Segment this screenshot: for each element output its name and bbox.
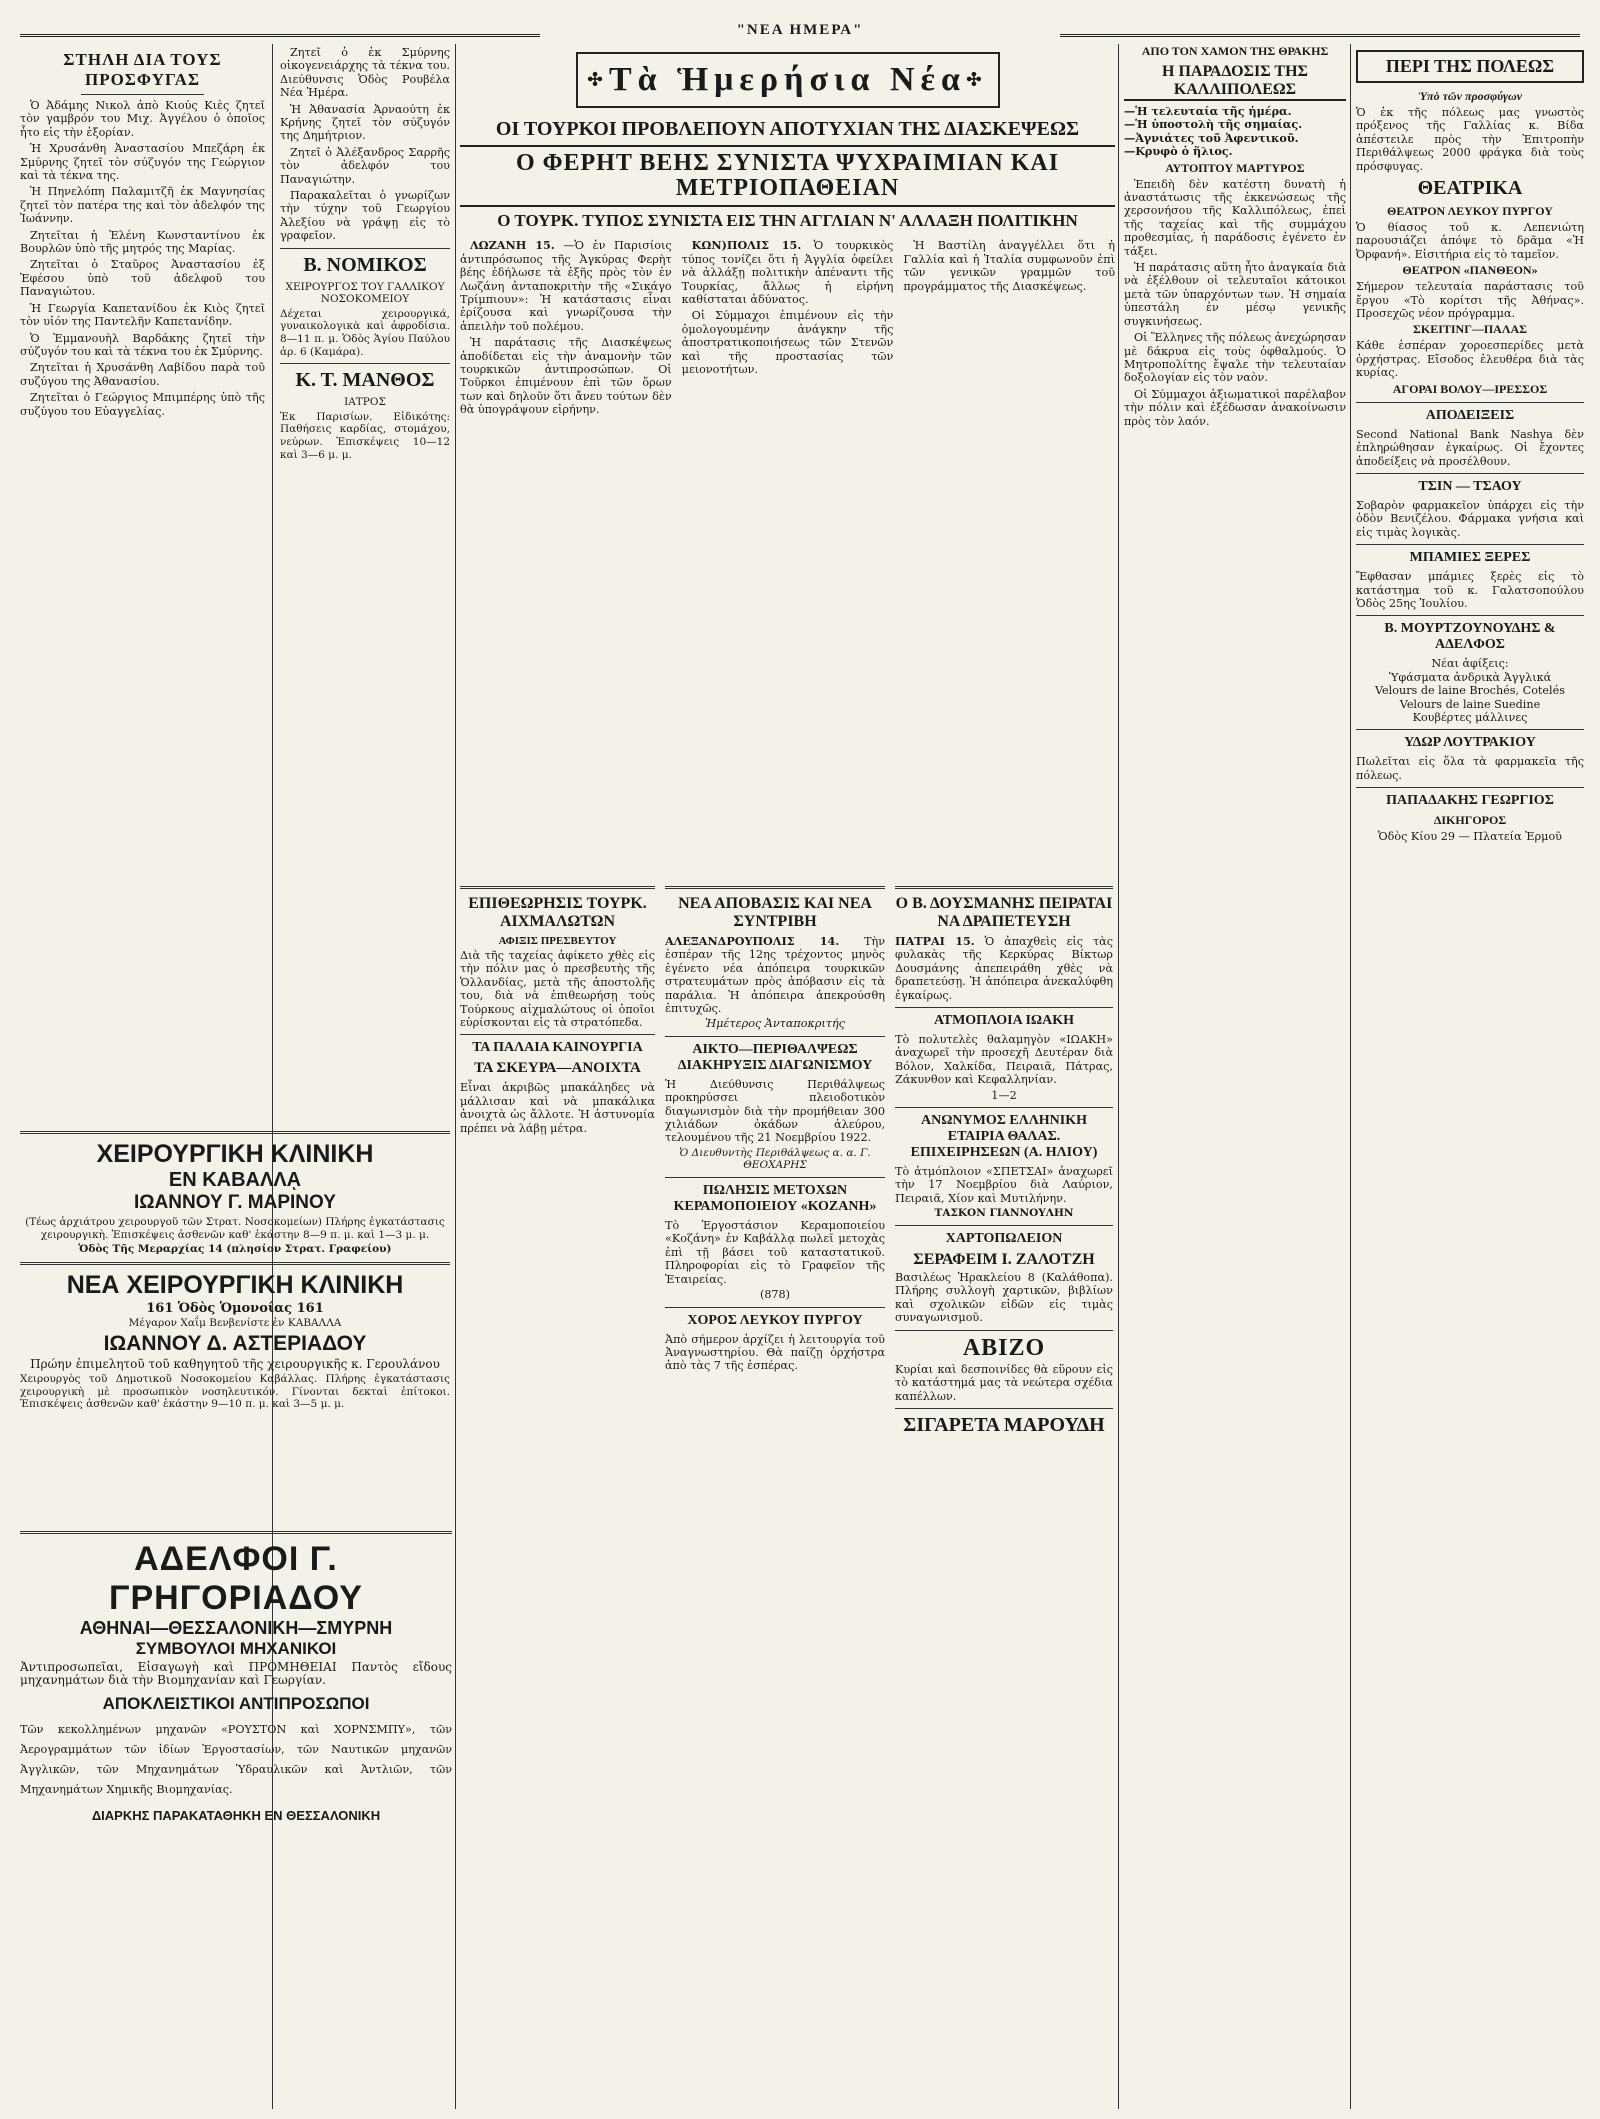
new-landing-body: Τὴν ἑσπέραν τῆς 12ης τρέχοντος μηνὸς ἐγένετο νέα ἀπόπειρα τουρκικῶν στρατευμάτων πρὸς ἀπόβασιν εἰς τὰ παράλια. Ἡ ἀπόπειρα ἀπεκρούσθη ἐπιτυχῶς. bbox=[665, 935, 885, 1016]
theatre1-name: ΘΕΑΤΡΟΝ ΛΕΥΚΟΥ ΠΥΡΓΟΥ bbox=[1387, 204, 1553, 219]
nomikos-role: ΧΕΙΡΟΥΡΓΟΣ ΤΟΥ ΓΑΛΛΙΚΟΥ ΝΟΣΟΚΟΜΕΙΟΥ bbox=[285, 280, 445, 306]
grigoriadou-ad bbox=[20, 1525, 452, 2105]
dance-title: ΧΟΡΟΣ ΛΕΥΚΟΥ ΠΥΡΓΟΥ bbox=[687, 1312, 863, 1328]
dance-body: Ἀπὸ σήμερον ἀρχίζει ἡ λειτουργία τοῦ Ἀναγνωστηρίου. Θὰ παίζῃ ὀρχήστρα ἀπὸ τὰς 7 τῆς ἑσπέρας. bbox=[665, 1332, 885, 1373]
refugee-notice: Ὁ Ἀδάμης Νικολ ἀπὸ Κιούς Κιὲς ζητεῖ τὸν γαμβρόν του Μιχ. Ἀγγέλου ὁ ὁποῖος ἦτο εἰς τὴν ἐξορίαν. bbox=[20, 99, 265, 139]
news-column bbox=[460, 239, 672, 419]
clinic-kavala-ad bbox=[20, 1125, 450, 1413]
clinic-address: Ὁδὸς Τῆς Μεραρχίας 14 (πλησίον Στρατ. Γραφείου) bbox=[78, 1243, 392, 1256]
city-head: ΠΕΡΙ ΤΗΣ ΠΟΛΕΩΣ bbox=[1356, 50, 1584, 83]
nomikos-text: Δέχεται χειρουργικά, γυναικολογικὰ καὶ ἀφροδίσια. 8—11 π. μ. Ὁδὸς Ἁγίου Παύλου ἀρ. 6 (Καμάρα). bbox=[280, 307, 450, 358]
theatre2-name: ΘΕΑΤΡΟΝ «ΠΑΝΘΕΟΝ» bbox=[1402, 263, 1538, 278]
bonds-title: ΑΠΟΔΕΙΞΕΙΣ bbox=[1425, 407, 1515, 423]
lawyer-address: Ὁδὸς Κίου 29 — Πλατεία Ἑρμοῦ bbox=[1378, 830, 1562, 844]
gallipoli-list-item: —Ἡ τελευταία τῆς ἡμέρα. bbox=[1124, 104, 1292, 118]
divider bbox=[1356, 544, 1584, 545]
gallipoli-paragraph: Ἡ παράτασις αὕτη ἦτο ἀναγκαία διὰ νὰ ἐξέλθουν οἱ τελευταῖοι κάτοικοι μετὰ τῶν ὑπαρχόντων των. Ἡ σημαία ὑπεστάλη ἐν μέσῳ γενικῆς συγκινήσεως. bbox=[1124, 261, 1346, 328]
new-clinic-subtitle: Πρώην ἐπιμελητοῦ τοῦ καθηγητοῦ τῆς χειρουργικῆς κ. Γερουλάνου bbox=[30, 1356, 440, 1371]
gallipoli-body bbox=[1124, 178, 1346, 428]
brothers-item: Velours de laine Suedine bbox=[1399, 697, 1541, 711]
new-clinic-building: Μέγαρον Χαΐμ Βενβενίστε ἐν ΚΑΒΑΛΛΑ bbox=[128, 1317, 342, 1330]
stationery-body: Βασιλέως Ἡρακλείου 8 (Καλάθοπα). Πλήρης συλλογὴ χαρτικῶν, βιβλίων καὶ σχολικῶν εἰδῶν εἰς τιμὰς συναγωνισμοῦ. bbox=[895, 1270, 1113, 1325]
thrace-head: ΑΠΟ ΤΟΝ ΧΑΜΟΝ ΤΗΣ ΘΡΑΚΗΣ bbox=[1141, 44, 1329, 58]
theatre1-body: Ὁ θίασος τοῦ κ. Λεπενιώτη παρουσιάζει ἀπόψε τὸ δρᾶμα «Ἡ Ὀρφανή». Εἰσιτήρια εἰς τὸ ταμεῖον. bbox=[1356, 221, 1584, 261]
divider bbox=[895, 1225, 1113, 1226]
ioakh-title: ΑΤΜΟΠΛΟΙΑ ΙΩΑΚΗ bbox=[933, 1013, 1075, 1029]
refugee-column-heading: ΣΤΗΛΗ ΔΙΑ ΤΟΥΣ ΠΡΟΣΦΥΓΑΣ bbox=[63, 50, 222, 89]
old-cafe-title: ΤΑ ΠΑΛΑΙΑ ΚΑΙΝΟΥΡΓΙΑ bbox=[472, 1040, 643, 1056]
stationery-name: ΣΕΡΑΦΕΙΜ Ι. ΖΑΛΟΤΖΗ bbox=[913, 1250, 1095, 1268]
grigoriadou-footer: ΔΙΑΡΚΗΣ ΠΑΡΑΚΑΤΑΘΗΚΗ ΕΝ ΘΕΣΣΑΛΟΝΙΚΗ bbox=[91, 1807, 381, 1823]
dateline: ΚΩΝ)ΠΟΛΙΣ 15. bbox=[691, 238, 802, 253]
divider bbox=[1356, 473, 1584, 474]
divider bbox=[460, 886, 655, 889]
news-column bbox=[682, 239, 894, 419]
refugee-notice: Ἡ Γεωργία Καπετανίδου ἐκ Κιὸς ζητεῖ τὸν υἱόν της Παντελῆν Καπετανίδην. bbox=[20, 301, 265, 329]
column-separator bbox=[1118, 44, 1119, 2109]
manthos-role: ΙΑΤΡΟΣ bbox=[344, 396, 386, 409]
pharmacy-body: Σοβαρὸν φαρμακεῖον ὑπάρχει εἰς τὴν ὁδὸν Βενιζέλου. Φάρμακα γνήσια καὶ εἰς τιμὰς λογικὰς. bbox=[1356, 498, 1584, 539]
new-clinic-body: Χειρουργὸς τοῦ Δημοτικοῦ Νοσοκομείου Καβάλλας. Πλήρης ἐγκατάστασις χειρουργικὴ μὲ προσωπικὸν νοσηλευτικόν. Γίνονται δεκταὶ ἐπίτοκοι. Ἐπισκέψεις ἀσθενῶν καθ' ἑκάστην 9—10 π. μ. καὶ 3—5 μ. μ. bbox=[20, 1373, 450, 1411]
grigoriadou-title: ΑΔΕΛΦΟΙ Γ. ΓΡΗΓΟΡΙΑΔΟΥ bbox=[109, 1540, 363, 1617]
divider bbox=[20, 1531, 452, 1534]
column-thrace bbox=[1124, 44, 1346, 2109]
column-city bbox=[1356, 44, 1584, 2109]
brothers-item: Ὑφάσματα ἀνδρικὰ Ἀγγλικά bbox=[1388, 670, 1552, 684]
brothers-item: Κουβέρτες μάλλινες bbox=[1412, 710, 1528, 724]
gallipoli-paragraph: Ἐπειδὴ δὲν κατέστη δυνατὴ ἡ ἀναστάτωσις τῆς ἐκκενώσεως τῆς χερσονήσου τῆς Καλλιπόλεως, ἐπεὶ τῆς ταχείας καὶ τῆς συμμάχου προθεσμίας, ἡ παράδοσις ἐγένετο ἐν τάξει. bbox=[1124, 177, 1346, 258]
old-cafe-body: Εἶναι ἀκριβῶς μπακάληδες νὰ μάλλισαν καὶ νὰ μπακάλικα ἀνοιχτὰ ὡς ἄλλοτε. Ἡ ἀστυνομία πρέπει νὰ λάβῃ μέτρα. bbox=[460, 1081, 655, 1135]
divider bbox=[665, 1177, 885, 1178]
headline-turkish-press: Ο ΤΟΥΡΚ. ΤΥΠΟΣ ΣΥΝΙΣΤΑ ΕΙΣ ΤΗΝ ΑΓΓΛΙΑΝ Ν' ΑΛΛΑΞΗ ΠΟΛΙΤΙΚΗΝ bbox=[497, 211, 1078, 231]
old-cafe-subtitle: ΤΑ ΣΚΕΥΡΑ—ΑΝΟΙΧΤΑ bbox=[474, 1060, 641, 1077]
misc-notice: Ἡ Ἀθανασία Ἀρναούτη ἐκ Κρήνης ζητεῖ τὸν σύζυγόν της Δημήτριον. bbox=[280, 102, 450, 143]
headline-feret: Ο ΦΕΡΗΤ ΒΕΗΣ ΣΥΝΙΣΤΑ ΨΥΧΡΑΙΜΙΑΝ ΚΑΙ ΜΕΤΡΙΟΠΑΘΕΙΑΝ bbox=[460, 145, 1115, 207]
refugee-notice: Ζητεῖται ὁ Γεώργιος Μπιμπέρης ὑπὸ τῆς συζύγου του Εὐαγγελίας. bbox=[20, 391, 265, 418]
bonds-body: Second National Bank Nashya δὲν ἐπληρώθησαν ἐγκαίρως. Οἱ ἔχοντες ἀποδείξεις νὰ προσέλθουν. bbox=[1356, 427, 1584, 468]
ioakh-body: Τὸ πολυτελὲς θαλαμηγὸν «ΙΩΑΚΗ» ἀναχωρεῖ τὴν προσεχῆ Δευτέραν διὰ Βόλον, Χαλκίδα, Πειραιᾶ, Πάτρας, Ζάκυνθον καὶ Κεφαλληνίαν. bbox=[895, 1033, 1113, 1087]
divider bbox=[81, 94, 204, 95]
lawyer-title: ΔΙΚΗΓΟΡΟΣ bbox=[1433, 813, 1507, 828]
gallipoli-paragraph: Οἱ Ἕλληνες τῆς πόλεως ἀνεχώρησαν μὲ δάκρυα εἰς τοὺς ὀφθαλμούς. Ὁ Μητροπολίτης ἔψαλε τὴν τελευταίαν δοξολογίαν εἰς τὸν ναὸν. bbox=[1124, 331, 1346, 385]
brothers-item: Νέαι ἀφίξεις: bbox=[1431, 657, 1509, 671]
ioakh-ref: 1—2 bbox=[991, 1088, 1017, 1102]
lower-col-c bbox=[895, 880, 1113, 2105]
new-landing-signature: Ἡμέτερος Ἀνταποκριτής bbox=[705, 1017, 845, 1031]
news-paragraph: Οἱ Σύμμαχοι ἐπιμένουν εἰς τὴν ὁμολογουμένην ἀνάγκην τῆς ἀποστρατικοποιήσεως τῶν Στενῶν καὶ τῆς προστασίας τῶν μειονοτήτων. bbox=[681, 309, 894, 377]
avizo-body: Κυρίαι καὶ δεσποινίδες θὰ εὕρουν εἰς τὸ κατάστημά μας τὰ νεώτερα σχέδια καπέλλων. bbox=[895, 1362, 1113, 1403]
new-clinic-title: ΝΕΑ ΧΕΙΡΟΥΡΓΙΚΗ ΚΛΙΝΙΚΗ bbox=[66, 1270, 404, 1299]
news-paragraph: Ἡ Βαστίλη ἀναγγέλλει ὅτι ἡ Γαλλία καὶ ἡ Ἰταλία συμφωνοῦν ἐπὶ τῶν γενικῶν γραμμῶν τοῦ προγράμματος τῆς Διασκέψεως. bbox=[903, 239, 1116, 293]
divider bbox=[1356, 615, 1584, 616]
refugee-notice: Ἡ Πηνελόπη Παλαμιτζῆ ἐκ Μαγνησίας ζητεῖ τὸν πατέρα της καὶ τὸν ἀδελφόν της Ἰωάννην. bbox=[20, 185, 265, 226]
divider bbox=[665, 886, 885, 889]
kozani-ref: (878) bbox=[759, 1288, 791, 1302]
lower-col-b bbox=[665, 880, 885, 2105]
refugee-notices bbox=[20, 99, 265, 418]
lower-col-a bbox=[460, 880, 655, 2105]
clinic-title: ΧΕΙΡΟΥΡΓΙΚΗ ΚΛΙΝΙΚΗ bbox=[96, 1140, 374, 1168]
gallipoli-title: Η ΠΑΡΑΔΟΣΙΣ ΤΗΣ ΚΑΛΛΙΠΟΛΕΩΣ bbox=[1124, 63, 1346, 101]
okra-title: ΜΠΑΜΙΕΣ ΞΕΡΕΣ bbox=[1409, 550, 1531, 566]
refugee-notice: Ζητεῖται ὁ Σταῦρος Ἀναστασίου ἐξ Ἐφέσου ὑπὸ τοῦ ἀδελφοῦ του Παναγιώτου. bbox=[20, 258, 265, 299]
divider bbox=[280, 363, 450, 364]
ornament-icon: ✣ bbox=[587, 69, 609, 90]
refugee-notice: Ὁ Ἐμμανουὴλ Βαρδάκης ζητεῖ τὴν σύζυγόν του καὶ τὰ τέκνα του ἐκ Σμύρνης. bbox=[20, 331, 265, 358]
prisoners-subtitle: ΑΦΙΞΙΣ ΠΡΕΣΒΕΥΤΟΥ bbox=[498, 935, 617, 947]
divider bbox=[895, 1007, 1113, 1008]
grigoriadou-subtitle: ΣΥΜΒΟΥΛΟΙ ΜΗΧΑΝΙΚΟΙ bbox=[135, 1639, 337, 1658]
okra-body: Ἔφθασαν μπάμιες ξερὲς εἰς τὸ κατάστημα τοῦ κ. Γαλατσοπούλου Ὁδὸς 25ης Ἰουλίου. bbox=[1356, 570, 1584, 610]
column-separator bbox=[1350, 44, 1351, 2109]
auction-signature: Ὁ Διευθυντὴς Περιθάλψεως α. α. Γ. ΘΕΟΧΑΡΗΣ bbox=[679, 1146, 871, 1172]
grigoriadou-desc: Ἀντιπροσωπεῖαι, Εἰσαγωγὴ καὶ ΠΡΟΜΗΘΕΙΑΙ Παντὸς εἴδους μηχανημάτων διὰ τὴν Βιομηχανίαν καὶ Γεωργίαν. bbox=[20, 1660, 452, 1688]
divider bbox=[665, 1036, 885, 1037]
brothers-items bbox=[1356, 657, 1584, 724]
divider bbox=[20, 1131, 450, 1134]
loutraki-body: Πωλεῖται εἰς ὅλα τὰ φαρμακεῖα τῆς πόλεως. bbox=[1356, 755, 1584, 782]
dateline: ΠΑΤΡΑΙ 15. bbox=[895, 934, 975, 948]
news-paragraph: Ὁ τουρκικὸς τύπος τονίζει ὅτι ἡ Ἀγγλία ὀφείλει νὰ ἀλλάξῃ πολιτικὴν ἀπέναντι τῆς Τουρκίας, ἄλλως ἡ εἰρήνη καθίσταται ἀδύνατος. bbox=[681, 239, 894, 306]
auction-title: ΑΙΚΤΟ—ΠΕΡΙΘΑΛΨΕΩΣ ΔΙΑΚΗΡΥΞΙΣ ΔΙΑΓΩΝΙΣΜΟΥ bbox=[677, 1041, 873, 1073]
daily-news-banner bbox=[576, 52, 1000, 108]
column-misc bbox=[280, 44, 450, 1114]
manthos-text: Ἐκ Παρισίων. Εἰδικότης: Παθήσεις καρδίας, στομάχου, νεύρων. Ἐπισκέψεις 10—12 καὶ 3—6 μ. μ. bbox=[280, 410, 450, 461]
cigarette-ad: ΣΙΓΑΡΕΤΑ ΜΑΡΟΥΔΗ bbox=[903, 1413, 1105, 1436]
divider bbox=[280, 248, 450, 249]
helios-signature: ΤΑΣΚΟΝ ΓΙΑΝΝΟΥΛΗΝ bbox=[934, 1207, 1074, 1220]
manthos-name: Κ. Τ. ΜΑΝΘΟΣ bbox=[295, 369, 435, 392]
stationery-title: ΧΑΡΤΟΠΩΛΕΙΟΝ bbox=[945, 1230, 1063, 1246]
refugee-notice: Ζητεῖται ἡ Χρυσάνθη Λαβίδου παρὰ τοῦ συζύγου της Ἀθανασίου. bbox=[20, 361, 265, 388]
loutraki-title: ΥΔΩΡ ΛΟΥΤΡΑΚΙΟΥ bbox=[1404, 735, 1536, 751]
new-landing-title: ΝΕΑ ΑΠΟΒΑΣΙΣ ΚΑΙ ΝΕΑ ΣΥΝΤΡΙΒΗ bbox=[678, 895, 872, 930]
grigoriadou-cities: ΑΘΗΝΑΙ—ΘΕΣΣΑΛΟΝΙΚΗ—ΣΜΥΡΝΗ bbox=[79, 1618, 393, 1638]
news-paragraph: Ἡ παράτασις τῆς Διασκέψεως ἀποδίδεται εἰς τὴν ἀναμονὴν τῶν τουρκικῶν ἀντιπροσώπων. Οἱ Τοῦρκοι ἐπιμένουν ἐπὶ τῶν ὅρων των καὶ δηλοῦν ὅτι ἄνευ τούτων δὲν θὰ ὑπογράψουν εἰρήνην. bbox=[460, 336, 672, 417]
divider bbox=[895, 1330, 1113, 1331]
headline-primary: ΟΙ ΤΟΥΡΚΟΙ ΠΡΟΒΛΕΠΟΥΝ ΑΠΟΤΥΧΙΑΝ ΤΗΣ ΔΙΑΣΚΕΨΕΩΣ bbox=[495, 118, 1080, 140]
theatre2-body: Σήμερον τελευταία παράστασις τοῦ ἔργου «Τὸ κορίτσι τῆς Ἀθήνας». Προσεχῶς νέον πρόγραμμα. bbox=[1356, 280, 1584, 321]
divider bbox=[20, 1262, 450, 1265]
skating-body: Κάθε ἑσπέραν χοροεσπερίδες μετὰ ὀρχήστρας. Εἴσοδος ἐλευθέρα διὰ τὰς κυρίας. bbox=[1356, 339, 1584, 380]
gallipoli-list-item: —Ἡ ὑποστολὴ τῆς σημαίας. bbox=[1124, 117, 1303, 132]
new-clinic-address: 161 Ὁδὸς Ὁμονοίας 161 bbox=[146, 1300, 324, 1316]
misc-notice: Ζητεῖ ὁ Ἀλέξανδρος Σαρρῆς τὸν ἀδελφόν του Παναγιώτην. bbox=[280, 145, 450, 186]
ornament-icon: ✣ bbox=[966, 69, 988, 90]
divider bbox=[460, 1034, 655, 1035]
pharmacy-title: ΤΣΙΝ — ΤΣΑΟΥ bbox=[1418, 478, 1522, 494]
agora-name: ΑΓΟΡΑΙ ΒΟΛΟΥ—ΙΡΕΣΣΟΣ bbox=[1392, 381, 1548, 396]
gallipoli-subtitle: ΑΥΤΟΠΤΟΥ ΜΑΡΤΥΡΟΣ bbox=[1165, 160, 1305, 175]
auction-body: Ἡ Διεύθυνσις Περιθάλψεως προκηρύσσει πλειοδοτικὸν διαγωνισμὸν διὰ τὴν προμήθειαν 300 χιλιάδων ὀκάδων ἀλεύρου, τελουμένου τῆς 21 Νοεμβρίου 1922. bbox=[665, 1077, 885, 1145]
clinic-doctor: ΙΩΑΝΝΟΥ Γ. ΜΑΡΙΝΟΥ bbox=[134, 1192, 336, 1213]
gallipoli-list-item: —Κρυφὸ ὁ ἥλιος. bbox=[1124, 144, 1233, 159]
misc-notice: Παρακαλεῖται ὁ γνωρίζων τὴν τύχην τοῦ Γεωργίου Ἀλεξίου νὰ γράψῃ εἰς τὸ γραφεῖον. bbox=[280, 189, 450, 243]
divider bbox=[895, 1107, 1113, 1108]
grigoriadou-body: Τῶν κεκολλημένων μηχανῶν «ΡΟΥΣΤΟΝ καὶ ΧΟΡΝΣΜΠΥ», τῶν Ἀερογραμμάτων τῶν ἰδίων Ἐργοστασίων, τῶν Ναυτικῶν μηχανῶν Ἀγγλικῶν, τῶν Μηχανημάτων Ὑδραυλικῶν καὶ Ἀντλιῶν, τῶν Μηχανημάτων Χημικῆς Βιομηχανίας. bbox=[20, 1722, 452, 1796]
refugee-notice: Ζητεῖται ἡ Ἑλένη Κωνσταντίνου ἐκ Βουρλῶν ὑπὸ τῆς μητρός της Μαρίας. bbox=[20, 228, 265, 256]
main-news-body bbox=[460, 237, 1115, 421]
dateline: ΑΛΕΞΑΝΔΡΟΥΠΟΛΙΣ 14. bbox=[665, 934, 840, 948]
nomikos-name: Β. ΝΟΜΙΚΟΣ bbox=[303, 253, 427, 276]
grigoriadou-exclusive: ΑΠΟΚΛΕΙΣΤΙΚΟΙ ΑΝΤΙΠΡΟΣΩΠΟΙ bbox=[102, 1693, 370, 1713]
refugee-notice: Ἡ Χρυσάνθη Ἀναστασίου Μπεζάρη ἐκ Σμύρνης ζητεῖ τὸν σύζυγόν της Γεώργιον καὶ τὰ τέκνα της. bbox=[20, 142, 265, 183]
brothers-item: Velours de laine Brochés, Cotelés bbox=[1375, 684, 1565, 698]
skating-name: ΣΚΕΙΤΙΝΓ—ΠΑΛΑΣ bbox=[1413, 322, 1527, 337]
dousmanis-body: Ὁ ἀπαχθεὶς εἰς τὰς φυλακὰς τῆς Κερκύρας Βίκτωρ Δουσμάνης ἀπεπειράθη χθὲς νὰ δραπετεύσῃ. Ἡ ἀπόπειρα ἀνεκαλύφθη ἐγκαίρως. bbox=[895, 935, 1113, 1002]
theatre-heading: ΘΕΑΤΡΙΚΑ bbox=[1417, 177, 1523, 200]
brothers-title: Β. ΜΟΥΡΤΖΟΥΝΟΥΔΗΣ & ΑΔΕΛΦΟΣ bbox=[1384, 621, 1556, 653]
divider bbox=[1356, 787, 1584, 788]
helios-title: ΑΝΩΝΥΜΟΣ ΕΛΛΗΝΙΚΗ ΕΤΑΙΡΙΑ ΘΑΛΑΣ. ΕΠΙΧΕΙΡΗΣΕΩΝ (Α. ΗΛΙΟΥ) bbox=[910, 1113, 1098, 1161]
news-paragraph: —Ὁ ἐν Παρισίοις ἀντιπρόσωπος τῆς Ἀγκύρας Φερὴτ βέης ἐδήλωσε τὰ ἑξῆς πρὸς τὸν ἐν Λωζάνη ἀνταποκριτὴν τῆς «Σικάγο Τρίμπιουν»: Ἡ κατάστασις εἶναι ἐρίζουσα καὶ γνωρίζουσα τὴν ἀπειλὴν τοῦ πολέμου. bbox=[460, 239, 672, 333]
gallipoli-list bbox=[1124, 105, 1346, 159]
banner-title: Τὰ Ἡμερήσια Νέα bbox=[608, 61, 967, 98]
prisoners-title: ΕΠΙΘΕΩΡΗΣΙΣ ΤΟΥΡΚ. ΑΙΧΜΑΛΩΤΩΝ bbox=[468, 895, 647, 930]
prisoners-body: Διὰ τῆς ταχείας ἀφίκετο χθὲς εἰς τὴν πόλιν μας ὁ πρεσβευτὴς τῆς Ὁλλανδίας, μετὰ τῆς ἀποστολῆς του, διὰ νὰ ἐπιθεωρήσῃ τοὺς Τούρκους αἰχμαλώτους οἱ ὁποῖοι εὑρίσκονται εἰς τὰ στρατόπεδα. bbox=[460, 949, 655, 1030]
divider bbox=[895, 1408, 1113, 1409]
column-refugees bbox=[20, 44, 265, 1104]
divider bbox=[1356, 729, 1584, 730]
kozani-body: Τὸ Ἐργοστάσιον Κεραμοποιείου «Κοζάνη» ἐν Καβάλλᾳ πωλεῖ μετοχὰς ἐπὶ τῇ βάσει τοῦ καταστατικοῦ. Πληροφορίαι εἰς τὸ Γραφεῖον τῆς Ἑταιρείας. bbox=[665, 1219, 885, 1286]
helios-body: Τὸ ἀτμόπλοιον «ΣΠΕΤΣΑΙ» ἀναχωρεῖ τὴν 17 Νοεμβρίου διὰ Λαύριον, Πειραιᾶ, Χίον καὶ Μυτιλήνην. bbox=[895, 1165, 1113, 1205]
gallipoli-paragraph: Οἱ Σύμμαχοι ἀξιωματικοὶ παρέλαβον τὴν πόλιν καὶ ἐξέδωσαν ἀνακοίνωσιν πρὸς τὸν λαόν. bbox=[1124, 387, 1346, 428]
divider bbox=[895, 886, 1113, 889]
refugees-intro-body: Ὁ ἐκ τῆς πόλεως μας γνωστὸς πρόξενος τῆς Γαλλίας κ. Βίδα ἀπέστειλε πρὸς τὴν Ἐπιτροπὴν Περιθάλψεως 2000 φράγκα διὰ τοὺς πρόσφυγας. bbox=[1356, 106, 1584, 173]
avizo-title: ΑΒΙΖΟ bbox=[962, 1334, 1046, 1361]
refugees-intro-title: Ὑπὸ τῶν προσφύγων bbox=[1417, 89, 1523, 103]
new-clinic-doctor: ΙΩΑΝΝΟΥ Δ. ΑΣΤΕΡΙΑΔΟΥ bbox=[103, 1331, 367, 1355]
misc-notices bbox=[280, 46, 450, 243]
divider bbox=[1356, 402, 1584, 403]
dousmanis-title: Ο Β. ΔΟΥΣΜΑΝΗΣ ΠΕΙΡΑΤΑΙ ΝΑ ΔΡΑΠΕΤΕΥΣΗ bbox=[895, 895, 1113, 930]
misc-notice: Ζητεῖ ὁ ἐκ Σμύρνης οἰκογενειάρχης τὰ τέκνα του. Διεύθυνσις Ὁδὸς Ρουβέλα Νέα Ἡμέρα. bbox=[280, 46, 450, 100]
kozani-title: ΠΩΛΗΣΙΣ ΜΕΤΟΧΩΝ ΚΕΡΑΜΟΠΟΙΕΙΟΥ «ΚΟΖΑΝΗ» bbox=[673, 1183, 877, 1215]
column-separator bbox=[455, 44, 456, 2109]
news-column bbox=[903, 239, 1115, 419]
gallipoli-list-item: —Ἀγνιάτες τοῦ Ἀφεντικοῦ. bbox=[1124, 130, 1299, 145]
clinic-city: ΕΝ ΚΑΒΑΛΛᾼ bbox=[168, 1169, 302, 1191]
lawyer-name: ΠΑΠΑΔΑΚΗΣ ΓΕΩΡΓΙΟΣ bbox=[1386, 793, 1554, 809]
main-news bbox=[460, 48, 1115, 422]
masthead-title: "ΝΕΑ ΗΜΕΡΑ" bbox=[540, 22, 1060, 39]
dateline: ΛΩΖΑΝΗ 15. bbox=[470, 238, 555, 253]
clinic-desc: (Τέως ἀρχιάτρου χειρουργοῦ τῶν Στρατ. Νοσοκομείων) Πλήρης ἐγκατάστασις χειρουργικὴ. Ἐπισκέψεις ἀσθενῶν καθ' ἑκάστην 8—9 π. μ. καὶ 1—3 μ. μ. bbox=[25, 1216, 445, 1241]
divider bbox=[665, 1307, 885, 1308]
